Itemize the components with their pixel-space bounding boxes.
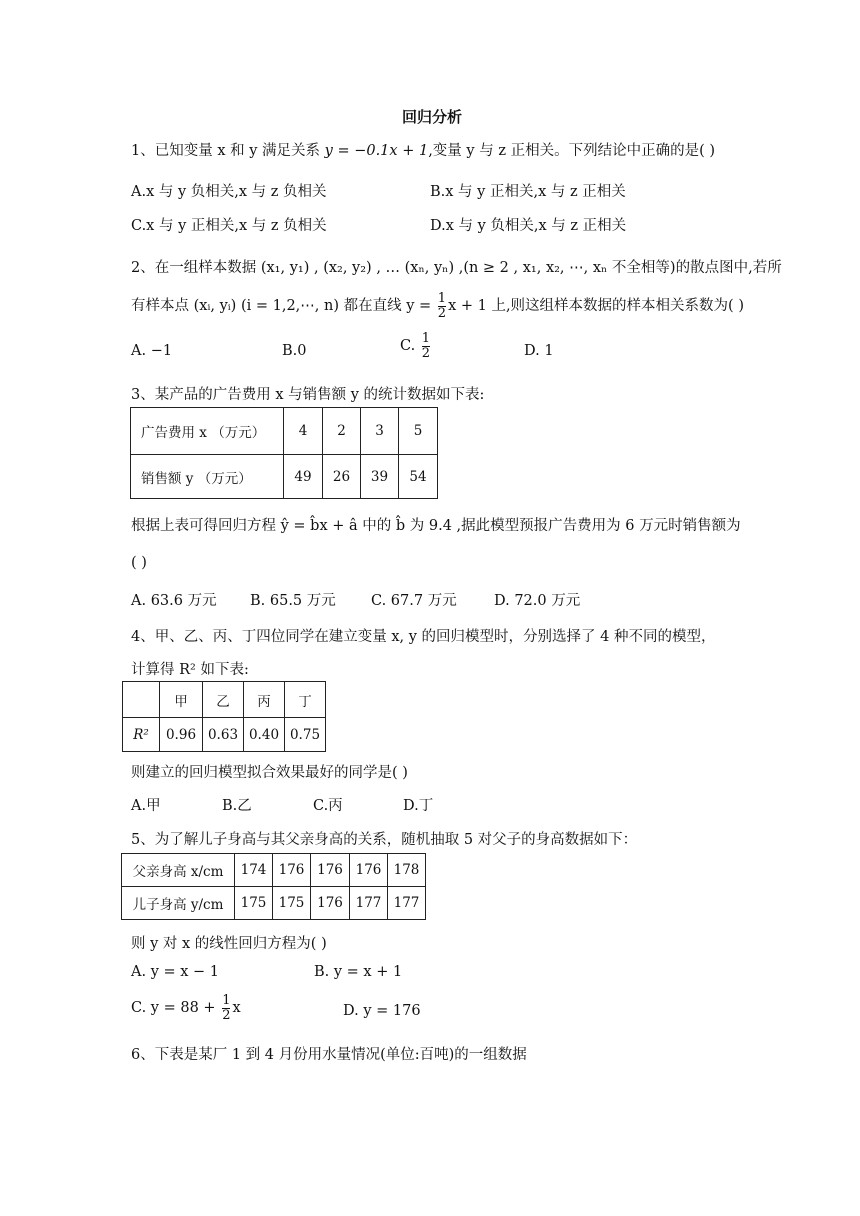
table-cell: 175: [235, 887, 273, 920]
q5-option-b: B. y = x + 1: [314, 964, 403, 980]
question-6-stem: 6、下表是某厂 1 到 4 月份用水量情况(单位:百吨)的一组数据: [131, 1047, 527, 1063]
table-cell: 176: [273, 854, 311, 887]
q1-option-c: C.x 与 y 正相关,x 与 z 负相关: [131, 218, 327, 234]
q5-option-c-num: 1: [222, 993, 231, 1008]
q2-option-c: [400, 332, 432, 360]
q4-option-d: D.丁: [403, 798, 434, 814]
q3-option-c: C. 67.7 万元: [371, 593, 457, 609]
q1-stem-b: ,变量 y 与 z 正相关。下列结论中正确的是( ): [428, 143, 715, 159]
table-cell: 5: [399, 408, 438, 455]
q5-option-d: D. y = 176: [343, 1003, 421, 1019]
question-4-after: 则建立的回归模型拟合效果最好的同学是( ): [131, 765, 408, 781]
q2-option-c-fraction: [422, 332, 430, 360]
table-cell: 176: [311, 887, 350, 920]
q4-option-b: B.乙: [222, 798, 252, 814]
q3-row1-label: 广告费用 x （万元）: [131, 408, 284, 455]
q4-table: [122, 681, 326, 752]
q3-row2-label: 销售额 y （万元）: [131, 455, 284, 499]
question-2-line2: [131, 292, 744, 320]
table-row: [131, 455, 438, 499]
q5-option-c-b: x: [232, 1000, 241, 1017]
q2-option-d: D. 1: [524, 343, 554, 359]
table-cell: 26: [323, 455, 361, 499]
table-cell: 174: [235, 854, 273, 887]
q3-option-d: D. 72.0 万元: [494, 593, 581, 609]
q4-option-a: A.甲: [131, 798, 161, 814]
q1-stem-a: 1、已知变量 x 和 y 满足关系: [131, 143, 325, 159]
q2-frac-den: 2: [437, 305, 447, 321]
question-3-stem: 3、某产品的广告费用 x 与销售额 y 的统计数据如下表:: [131, 387, 485, 403]
q2-frac-num: 1: [437, 291, 447, 306]
q5-table: [121, 853, 426, 920]
table-cell: [123, 682, 160, 718]
table-cell: 176: [350, 854, 388, 887]
q4-row-label: R²: [123, 718, 160, 752]
table-cell: 丁: [285, 682, 326, 718]
q5-option-c: [131, 994, 241, 1022]
question-3-paren: ( ): [131, 555, 147, 571]
table-cell: 2: [323, 408, 361, 455]
q2-line2-a: 有样本点 (xᵢ, yᵢ) (i = 1,2,⋯, n) 都在直线 y =: [131, 298, 436, 315]
table-cell: 0.63: [203, 718, 244, 752]
page-title: 回归分析: [402, 108, 463, 126]
table-row: [123, 718, 326, 752]
table-row: [122, 854, 426, 887]
q2-fraction: [438, 292, 446, 320]
q1-option-b: B.x 与 y 正相关,x 与 z 正相关: [430, 184, 626, 200]
table-cell: 0.40: [244, 718, 285, 752]
table-row: [123, 682, 326, 718]
table-cell: 54: [399, 455, 438, 499]
table-cell: 丙: [244, 682, 285, 718]
table-cell: 178: [388, 854, 426, 887]
table-cell: 3: [361, 408, 399, 455]
q4-option-c: C.丙: [313, 798, 343, 814]
q5-row2-label: 儿子身高 y/cm: [122, 887, 235, 920]
table-row: [131, 408, 438, 455]
q2-option-c-label: C.: [400, 338, 416, 355]
q2-option-c-den: 2: [421, 345, 431, 361]
table-cell: 177: [388, 887, 426, 920]
q5-option-c-den: 2: [222, 1007, 231, 1023]
q3-table: [130, 407, 438, 499]
q5-option-a: A. y = x − 1: [131, 964, 220, 980]
q3-option-a: A. 63.6 万元: [131, 593, 217, 609]
table-cell: 177: [350, 887, 388, 920]
table-cell: 甲: [160, 682, 203, 718]
question-4-line1: 4、甲、乙、丙、丁四位同学在建立变量 x, y 的回归模型时，分别选择了 4 种不同的模型，: [131, 629, 716, 645]
question-4-line2: 计算得 R² 如下表:: [131, 662, 249, 678]
q2-option-b: B.0: [282, 343, 307, 359]
table-row: [122, 887, 426, 920]
q1-option-d: D.x 与 y 负相关,x 与 z 正相关: [430, 218, 627, 234]
q2-option-a: A. −1: [131, 343, 173, 359]
q2-option-c-num: 1: [421, 331, 431, 346]
q1-formula: y = −0.1x + 1: [324, 143, 429, 159]
question-5-after: 则 y 对 x 的线性回归方程为( ): [131, 936, 327, 952]
table-cell: 49: [284, 455, 323, 499]
q1-option-a: A.x 与 y 负相关,x 与 z 负相关: [131, 184, 327, 200]
question-2-line1: 2、在一组样本数据 (x₁, y₁) , (x₂, y₂) , … (xₙ, yₙ) ,(n ≥ 2 , x₁, x₂, ⋯, xₙ 不全相等)的散点图中,若所: [131, 260, 782, 276]
table-cell: 0.75: [285, 718, 326, 752]
table-cell: 4: [284, 408, 323, 455]
question-3-after: 根据上表可得回归方程 ŷ = b̂x + â 中的 b̂ 为 9.4 ,据此模型预报广告费用为 6 万元时销售额为: [131, 518, 741, 534]
q5-option-c-fraction: [222, 994, 230, 1022]
q5-row1-label: 父亲身高 x/cm: [122, 854, 235, 887]
table-cell: 乙: [203, 682, 244, 718]
q5-option-c-a: C. y = 88 +: [131, 1000, 221, 1017]
table-cell: 0.96: [160, 718, 203, 752]
q2-line2-b: x + 1 上,则这组样本数据的样本相关系数为( ): [448, 298, 744, 315]
question-5-stem: 5、为了解儿子身高与其父亲身高的关系，随机抽取 5 对父子的身高数据如下：: [131, 832, 638, 848]
table-cell: 176: [311, 854, 350, 887]
table-cell: 175: [273, 887, 311, 920]
question-1-stem: [131, 139, 715, 160]
q3-option-b: B. 65.5 万元: [250, 593, 336, 609]
table-cell: 39: [361, 455, 399, 499]
